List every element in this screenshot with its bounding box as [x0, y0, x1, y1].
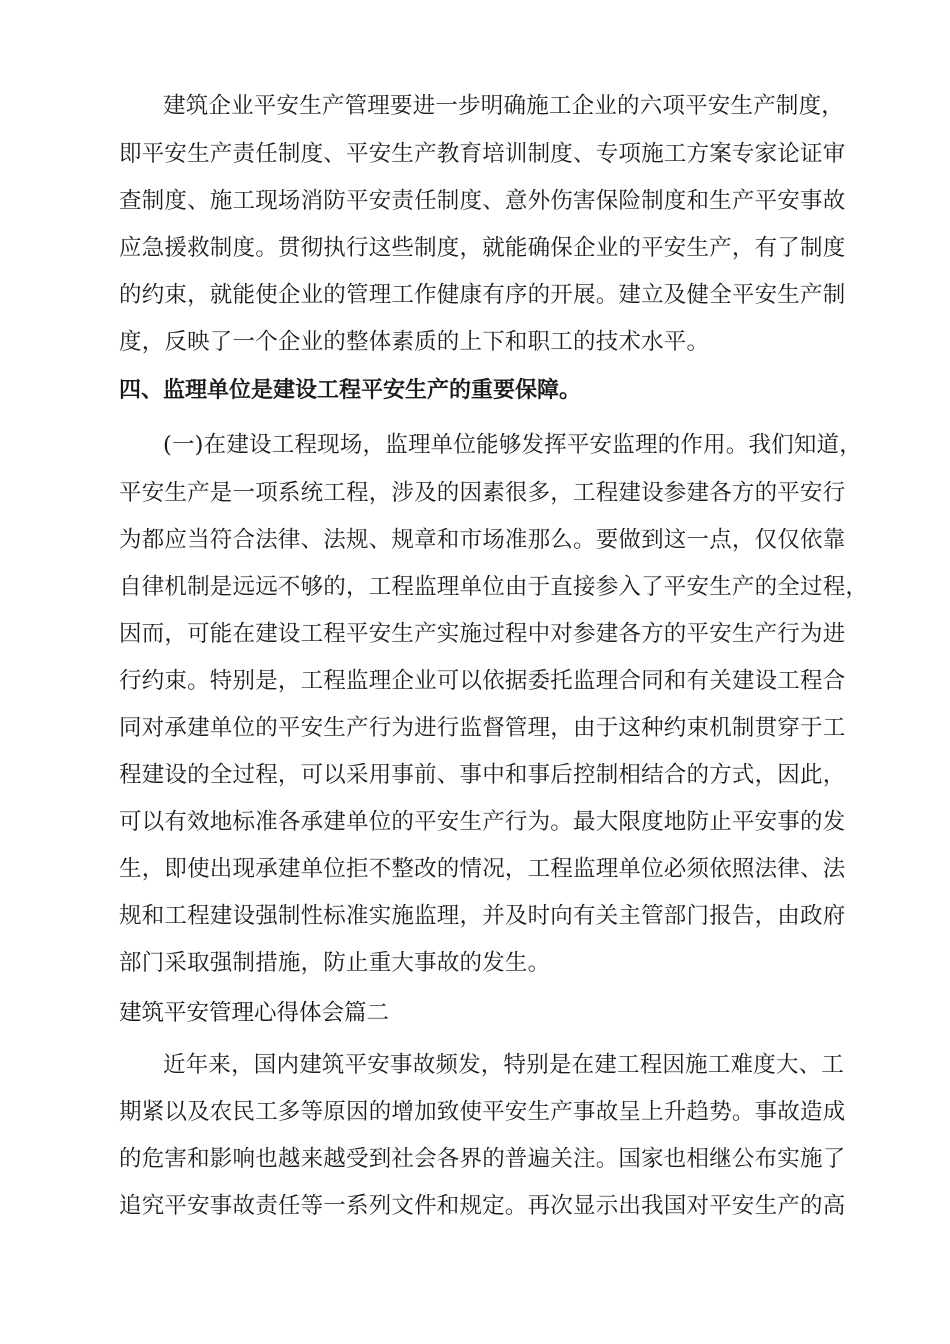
paragraph-line: 近年来，国内建筑平安事故频发，特别是在建工程因施工难度大、工 [163, 1052, 845, 1078]
paragraph-line: 建筑企业平安生产管理要进一步明确施工企业的六项平安生产制度， [163, 93, 845, 119]
section-heading: 四、监理单位是建设工程平安生产的重要保障。 [119, 378, 582, 403]
paragraph-line: 的危害和影响也越来越受到社会各界的普遍关注。国家也相继公布实施了 [119, 1146, 846, 1172]
paragraph-line: 自律机制是远远不够的，工程监理单位由于直接参入了平安生产的全过程， [119, 574, 869, 600]
paragraph-line: 平安生产是一项系统工程，涉及的因素很多，工程建设参建各方的平安行 [119, 480, 846, 506]
paragraph-line: 为都应当符合法律、法规、规章和市场准那么。要做到这一点，仅仅依靠 [119, 527, 846, 553]
paragraph-line: 规和工程建设强制性标准实施监理，并及时向有关主管部门报告，由政府 [119, 903, 846, 929]
paragraph-line: 行约束。特别是，工程监理企业可以依据委托监理合同和有关建设工程合 [119, 668, 846, 694]
part-heading: 建筑平安管理心得体会篇二 [119, 1000, 390, 1026]
paragraph-line: 追究平安事故责任等一系列文件和规定。再次显示出我国对平安生产的高 [119, 1193, 846, 1219]
paragraph-line: 因而，可能在建设工程平安生产实施过程中对参建各方的平安生产行为进 [119, 621, 846, 647]
paragraph-line: 查制度、施工现场消防平安责任制度、意外伤害保险制度和生产平安事故 [119, 188, 846, 214]
paragraph-line: 部门采取强制措施，防止重大事故的发生。 [119, 950, 551, 976]
paragraph-line: (一)在建设工程现场，监理单位能够发挥平安监理的作用。我们知道， [163, 432, 862, 458]
paragraph-line: 程建设的全过程，可以采用事前、事中和事后控制相结合的方式，因此， [119, 762, 846, 788]
paragraph-line: 同对承建单位的平安生产行为进行监督管理，由于这种约束机制贯穿于工 [119, 715, 846, 741]
paragraph-line: 即平安生产责任制度、平安生产教育培训制度、专项施工方案专家论证审 [119, 141, 846, 167]
paragraph-line: 度，反映了一个企业的整体素质的上下和职工的技术水平。 [119, 329, 710, 355]
paragraph-line: 的约束，就能使企业的管理工作健康有序的开展。建立及健全平安生产制 [119, 282, 846, 308]
paragraph-line: 可以有效地标准各承建单位的平安生产行为。最大限度地防止平安事的发 [119, 809, 846, 835]
paragraph-line: 期紧以及农民工多等原因的增加致使平安生产事故呈上升趋势。事故造成 [119, 1099, 846, 1125]
paragraph-line: 应急援救制度。贯彻执行这些制度，就能确保企业的平安生产，有了制度 [119, 235, 846, 261]
paragraph-line: 生，即使出现承建单位拒不整改的情况，工程监理单位必须依照法律、法 [119, 856, 846, 882]
